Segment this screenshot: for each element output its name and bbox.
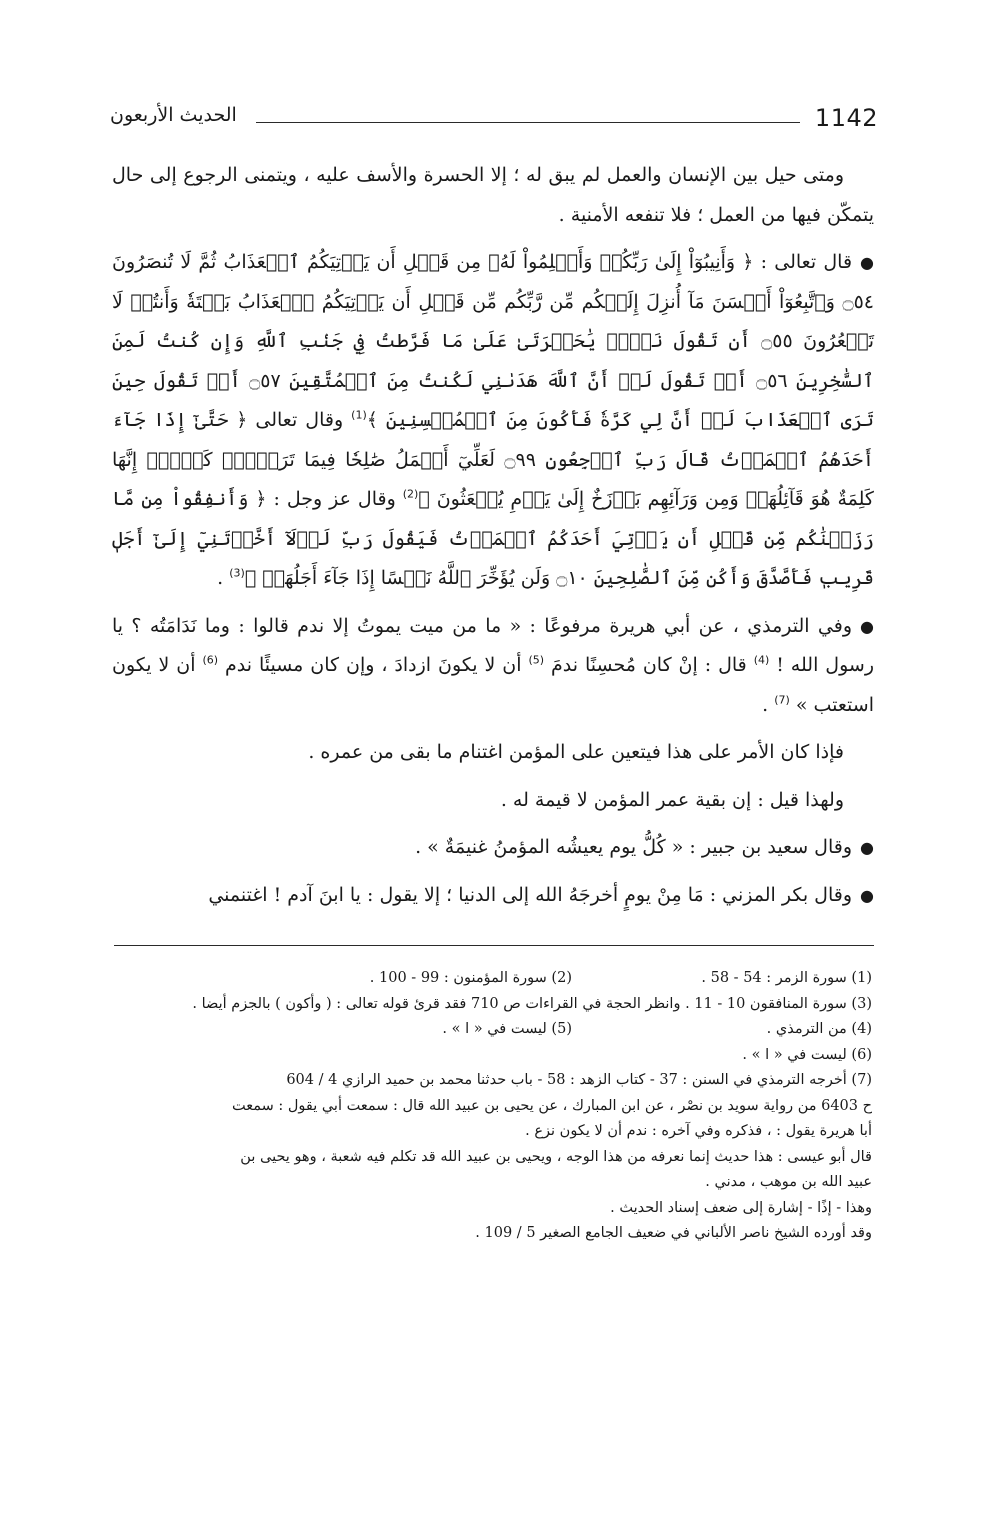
- footnote-ref-1[interactable]: (1): [351, 408, 367, 422]
- footnote-ref-2[interactable]: (2): [402, 487, 419, 501]
- footnote-7-line-4: قال أبو عيسى : هذا حديث إنما نعرفه من هذا الوجه ، ويحيى بن عبيد الله قد تكلم فيه شعبة ، وهو يحيى بن: [240, 1148, 872, 1165]
- footnote-7-line-7: وقد أورده الشيخ ناصر الألباني في ضعيف الجامع الصغير 5 / 109 .: [475, 1225, 872, 1241]
- footnote-7-line-3: أبا هريرة يقول : ، فذكره وفي آخره : ندم أن لا يكون نزع .: [525, 1123, 872, 1139]
- footnote-separator: [114, 945, 874, 946]
- quran-verse-muminun: ﴿ حَتَّىٰٓ إِذَا جَآءَ أَحَدَهُمُ ٱلۡمَوۡتُ قَالَ رَبِّ ٱرۡجِعُونِ ۝٩٩ لَعَلِّيٓ أَعۡمَلُ صَٰلِحٗا فِيمَا تَرَكۡتُۚ كَلَّآۚ إِنَّهَا كَلِمَةٌ هُوَ قَآئِلُهَاۖ وَمِن وَرَآئِهِم بَرۡزَخٌ إِلَىٰ يَوۡمِ يُبۡعَثُونَ ﴾: [112, 409, 874, 510]
- footnote-row-2: [112, 1017, 872, 1043]
- quran-verse-zumar: ﴿ وَأَنِيبُوٓاْ إِلَىٰ رَبِّكُمۡ وَأَسۡلِمُواْ لَهُۥ مِن قَبۡلِ أَن يَأۡتِيَكُمُ ٱلۡعَذَابُ ثُمَّ لَا تُنصَرُونَ ۝٥٤ وَٱتَّبِعُوٓاْ أَحۡسَنَ مَآ أُنزِلَ إِلَيۡكُم مِّن رَّبِّكُم مِّن قَبۡلِ أَن يَأۡتِيَكُمُ ٱلۡعَذَابُ بَغۡتَةٗ وَأَنتُمۡ لَا تَشۡعُرُونَ ۝٥٥ أَن تَقُولَ نَفۡسٞ يَٰحَسۡرَتَىٰ عَلَىٰ مَا فَرَّطتُ فِي جَنۢبِ ٱللَّهِ وَإِن كُنتُ لَمِنَ ٱلسَّٰخِرِينَ ۝٥٦ أَوۡ تَقُولَ لَوۡ أَنَّ ٱللَّهَ هَدَىٰنِي لَكُنتُ مِنَ ٱلۡمُتَّقِينَ ۝٥٧ أَوۡ تَقُولَ حِينَ تَرَى ٱلۡعَذَابَ لَوۡ أَنَّ لِي كَرَّةٗ فَأَكُونَ مِنَ ٱلۡمُحۡسِنِينَ ﴾: [112, 251, 875, 431]
- footnote-ref-5[interactable]: (5): [528, 653, 545, 667]
- paragraph-3-e: .: [762, 693, 775, 716]
- footnote-5: (5) ليست في « ا » .: [442, 1021, 572, 1037]
- paragraph-2-end: .: [217, 567, 230, 589]
- quran-verse-munafiqun: ﴿ وَأَنفِقُواْ مِن مَّا رَزَقۡنَٰكُم مِّن قَبۡلِ أَن يَأۡتِيَ أَحَدَكُمُ ٱلۡمَوۡتُ فَيَقُولَ رَبِّ لَوۡلَآ أَخَّرۡتَنِيٓ إِلَىٰٓ أَجَلٖ قَرِيبٖ فَأَصَّدَّقَ وَأَكُن مِّنَ ٱلصَّٰلِحِينَ ۝١٠ وَلَن يُؤَخِّرَ ٱللَّهُ نَفۡسًا إِذَا جَآءَ أَجَلُهَاۚ ﴾: [112, 488, 874, 589]
- paragraph-2-mid-2: وقال عز وجل :: [266, 488, 403, 510]
- main-text: [112, 156, 874, 923]
- footnote-ref-6[interactable]: (6): [202, 653, 219, 667]
- footnote-3: (3) سورة المنافقون 10 - 11 . وانظر الحجة في القراءات ص 710 فقد قرئ قوله تعالى : ( وأكون ) بالجزم أيضا .: [192, 995, 872, 1012]
- paragraph-5: ولهذا قيل : إن بقية عمر المؤمن لا قيمة له .: [500, 788, 844, 811]
- footnotes: [112, 966, 872, 1247]
- footnote-ref-4[interactable]: (4): [753, 653, 770, 667]
- footnote-2: (2) سورة المؤمنون : 99 - 100 .: [369, 970, 572, 986]
- footnote-ref-7[interactable]: (7): [774, 693, 790, 707]
- paragraph-3: [112, 607, 874, 726]
- paragraph-6-text: وقال سعيد بن جبير : « كُلُّ يوم يعيشُه المؤمنُ غنيمَةٌ » .: [415, 836, 853, 858]
- paragraph-7-text: وقال بكر المزني : مَا مِنْ يومٍ أخرجَهُ الله إلى الدنيا ؛ إلا يقول : يا ابنَ آدم ! اغتنمني: [208, 883, 853, 906]
- paragraph-7: [112, 876, 874, 916]
- footnote-6: (6) ليست في « ا » .: [742, 1046, 872, 1063]
- running-title: الحديث الأربعون: [110, 104, 237, 126]
- paragraph-3-d: أن لا يكون استعتب »: [112, 654, 874, 716]
- paragraph-1: ومتى حيل بين الإنسان والعمل لم يبق له ؛ إلا الحسرة والأسف عليه ، ويتمنى الرجوع إلى حال يتمكّن فيها من العمل ؛ فلا تنفعه الأمنية .: [112, 164, 874, 226]
- footnote-7-line-6: وهذا - إذًا - إشارة إلى ضعف إسناد الحديث .: [610, 1199, 872, 1216]
- bullet-icon: ●: [860, 253, 874, 272]
- bullet-icon: ●: [860, 616, 874, 636]
- footnote-4: (4) من الترمذي .: [766, 1021, 872, 1037]
- bullet-icon: ●: [860, 838, 874, 857]
- paragraph-2-mid-1: وقال تعالى: [247, 409, 352, 431]
- page-header: [108, 100, 878, 140]
- paragraph-3-c: أن لا يكونَ ازدادَ ، وإن كان مسيئًا ندم: [218, 654, 529, 676]
- bullet-icon: ●: [860, 885, 874, 905]
- paragraph-6: [112, 828, 874, 868]
- footnote-1: (1) سورة الزمر : 54 - 58 .: [701, 970, 872, 986]
- paragraph-3-b: قال : إنْ كان مُحسِنًا ندمَ: [544, 654, 754, 676]
- paragraph-4: فإذا كان الأمر على هذا فيتعين على المؤمن اغتنام ما بقى من عمره .: [308, 741, 844, 763]
- paragraph-2: [112, 243, 874, 599]
- paragraph-3-a: وفي الترمذي ، عن أبي هريرة مرفوعًا : « ما من ميت يموتُ إلا ندم قالوا : وما نَدَامَتُه ؟ يا رسول الله !: [112, 614, 874, 676]
- footnote-row-1: [112, 966, 872, 992]
- footnote-ref-3[interactable]: (3): [229, 566, 245, 580]
- page-number: 1142: [814, 104, 878, 132]
- footnote-7-line-2: ح 6403 من رواية سويد بن نصْر ، عن ابن المبارك ، عن يحيى بن عبيد الله قال : سمعت أبي يقول : سمعت: [231, 1097, 872, 1114]
- footnote-7-line-5: عبيد الله بن موهب ، مدني .: [705, 1174, 872, 1190]
- paragraph-2-intro: قال تعالى :: [753, 251, 853, 273]
- footnote-7-line-1: (7) أخرجه الترمذي في السنن : 37 - كتاب الزهد : 58 - باب حدثنا محمد بن حميد الرازي 4 / 604: [286, 1072, 872, 1088]
- header-rule: [256, 122, 800, 123]
